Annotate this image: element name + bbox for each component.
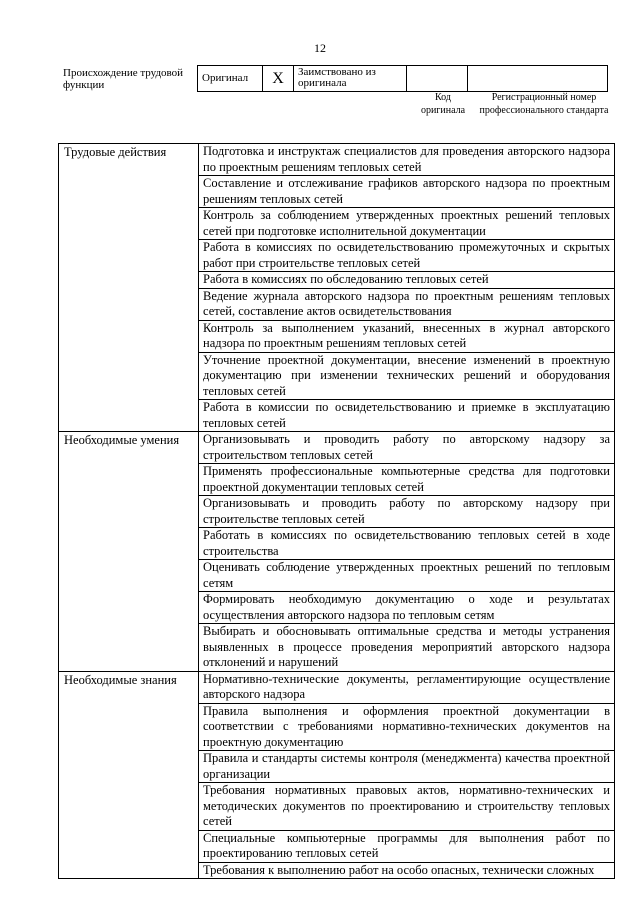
table-row xyxy=(59,144,615,176)
section-item: Формировать необходимую документацию о ходе и результатах осуществления авторского надзора по тепловым сетям xyxy=(199,592,615,624)
section-item: Работать в комиссиях по освидетельствованию тепловых сетей в ходе строительства xyxy=(199,528,615,560)
section-item: Применять профессиональные компьютерные средства для подготовки проектной документации тепловых сетей xyxy=(199,464,615,496)
section-item: Правила и стандарты системы контроля (менеджмента) качества проектной организации xyxy=(199,751,615,783)
section-item: Работа в комиссии по освидетельствованию и приемке в эксплуатацию тепловых сетей xyxy=(199,400,615,432)
section-item: Уточнение проектной документации, внесение изменений в проектную документацию при изменении технических решений и оборудования тепловых сетей xyxy=(199,352,615,400)
original-mark: X xyxy=(263,66,294,92)
section-item: Выбирать и обосновывать оптимальные средства и методы устранения выявленных в процессе проведения мероприятий авторского надзора отклонений и нарушений xyxy=(199,624,615,672)
section-item: Работа в комиссиях по освидетельствованию промежуточных и скрытых работ при строительстве тепловых сетей xyxy=(199,240,615,272)
borrowed-cell: Заимствовано из оригинала xyxy=(294,66,407,92)
section-title: Трудовые действия xyxy=(59,144,199,432)
page-number: 12 xyxy=(314,41,326,55)
code-caption: Код оригинала xyxy=(420,92,466,116)
section-item: Оценивать соблюдение утвержденных проектных решений по тепловым сетям xyxy=(199,560,615,592)
section-item: Требования к выполнению работ на особо опасных, технически сложных xyxy=(199,862,615,879)
origin-table xyxy=(197,65,608,92)
section-item: Организовывать и проводить работу по авторскому надзору при строительстве тепловых сетей xyxy=(199,496,615,528)
original-cell: Оригинал xyxy=(198,66,263,92)
section-item: Организовывать и проводить работу по авторскому надзору за строительством тепловых сетей xyxy=(199,432,615,464)
section-item: Специальные компьютерные программы для выполнения работ по проектированию тепловых сетей xyxy=(199,830,615,862)
section-item: Составление и отслеживание графиков авторского надзора по проектным решениям тепловых сетей xyxy=(199,176,615,208)
section-item: Контроль за выполнением указаний, внесенных в журнал авторского надзора по проектным решениям тепловых сетей xyxy=(199,320,615,352)
table-row xyxy=(59,671,615,703)
section-item: Работа в комиссиях по обследованию тепловых сетей xyxy=(199,272,615,289)
section-title: Необходимые умения xyxy=(59,432,199,672)
section-item: Ведение журнала авторского надзора по проектным решениям тепловых сетей, составление актов освидетельствования xyxy=(199,288,615,320)
reg-number-caption: Регистрационный номер профессионального стандарта xyxy=(479,92,609,116)
section-item: Требования нормативных правовых актов, нормативно-технических и методических документов по проектированию и строительству тепловых сетей xyxy=(199,783,615,831)
section-item: Нормативно-технические документы, регламентирующие осуществление авторского надзора xyxy=(199,671,615,703)
reg-number-cell xyxy=(468,66,608,92)
origin-label: Происхождение трудовой функции xyxy=(63,67,184,91)
section-title: Необходимые знания xyxy=(59,671,199,879)
code-cell xyxy=(407,66,468,92)
section-item: Правила выполнения и оформления проектной документации в соответствии с требованиями нормативно-технических документов на проектную документацию xyxy=(199,703,615,751)
section-item: Подготовка и инструктаж специалистов для проведения авторского надзора по проектным решениям тепловых сетей xyxy=(199,144,615,176)
table-row xyxy=(59,432,615,464)
labor-function-table xyxy=(58,143,615,879)
section-item: Контроль за соблюдением утвержденных проектных решений тепловых сетей при подготовке исполнительной документации xyxy=(199,208,615,240)
